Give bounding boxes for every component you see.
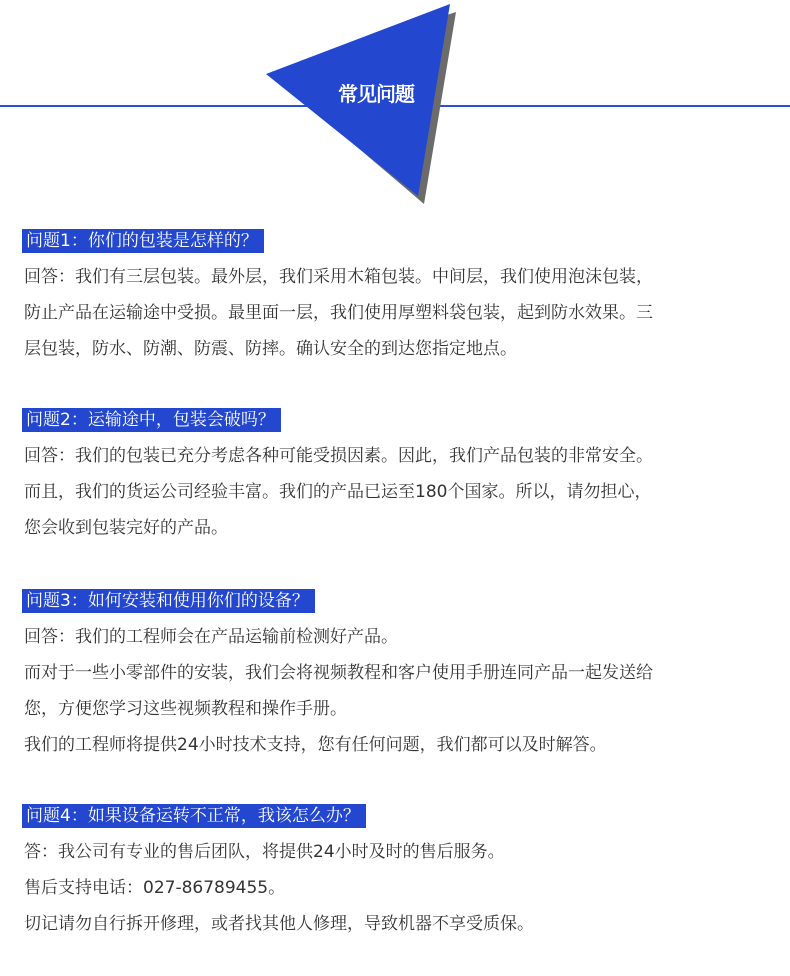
faq-item-2 — [22, 408, 767, 546]
faq-header — [0, 0, 790, 210]
answer-line: 回答：我们有三层包装。最外层，我们采用木箱包装。中间层，我们使用泡沫包装， — [24, 267, 653, 287]
answer-line: 您会收到包装完好的产品。 — [24, 518, 228, 538]
answer-line: 层包装，防水、防潮、防震、防摔。确认安全的到达您指定地点。 — [24, 339, 517, 359]
answer-line: 您，方便您学习这些视频教程和操作手册。 — [24, 699, 347, 719]
header-title: 常见问题 — [338, 82, 414, 106]
question-badge: 问题4：如果设备运转不正常，我该怎么办？ — [22, 804, 366, 828]
answer-block — [22, 619, 767, 763]
question-badge: 问题2：运输途中，包装会破吗？ — [22, 408, 281, 432]
answer-line: 答：我公司有专业的售后团队，将提供24小时及时的售后服务。 — [24, 842, 505, 862]
faq-item-3 — [22, 589, 767, 763]
answer-block — [22, 259, 767, 367]
answer-line: 而且，我们的货运公司经验丰富。我们的产品已运至180个国家。所以，请勿担心， — [24, 482, 652, 502]
answer-block — [22, 438, 767, 546]
answer-line: 防止产品在运输途中受损。最里面一层，我们使用厚塑料袋包装，起到防水效果。三 — [24, 303, 653, 323]
question-badge: 问题1：你们的包装是怎样的？ — [22, 229, 264, 253]
answer-line: 回答：我们的工程师会在产品运输前检测好产品。 — [24, 627, 398, 647]
answer-line: 我们的工程师将提供24小时技术支持，您有任何问题，我们都可以及时解答。 — [24, 735, 607, 755]
question-badge: 问题3：如何安装和使用你们的设备？ — [22, 589, 315, 613]
faq-item-4 — [22, 804, 767, 942]
answer-line: 售后支持电话：027-86789455。 — [24, 878, 286, 898]
answer-line: 切记请勿自行拆开修理，或者找其他人修理，导致机器不享受质保。 — [24, 914, 534, 934]
faq-item-1 — [22, 229, 767, 367]
answer-line: 回答：我们的包装已充分考虑各种可能受损因素。因此，我们产品包装的非常安全。 — [24, 446, 653, 466]
answer-line: 而对于一些小零部件的安装，我们会将视频教程和客户使用手册连同产品一起发送给 — [24, 663, 653, 683]
answer-block — [22, 834, 767, 942]
